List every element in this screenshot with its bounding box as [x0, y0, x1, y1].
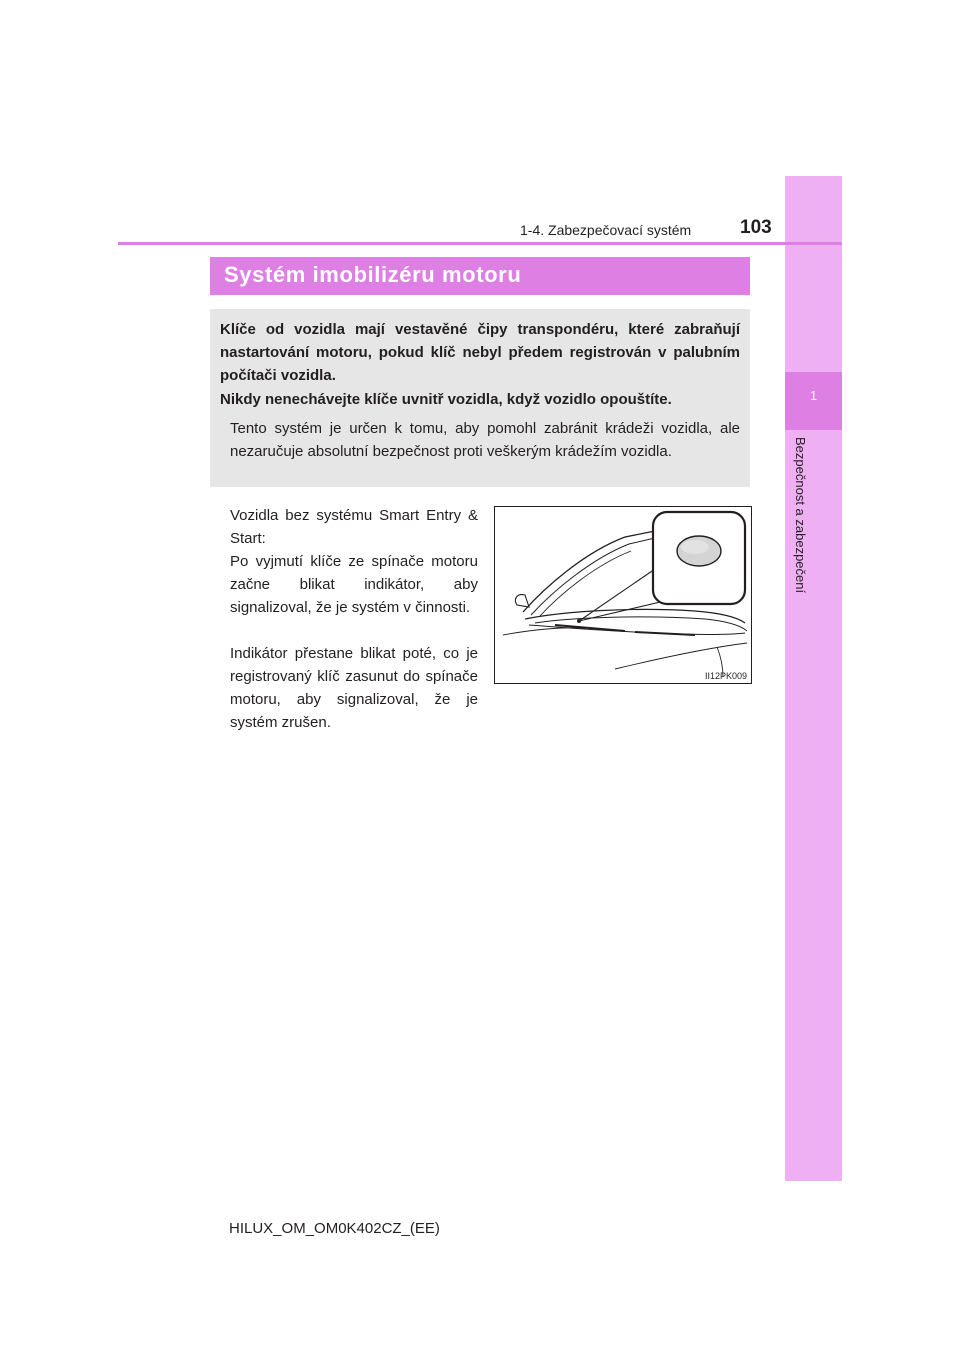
chapter-side-tab — [785, 176, 842, 1181]
footer-doc-code: HILUX_OM_OM0K402CZ_(EE) — [229, 1220, 440, 1237]
dashboard-illustration — [495, 507, 751, 683]
figure-code: II12PK009 — [704, 671, 747, 681]
title-bar — [210, 257, 750, 295]
page-title: Systém imobilizéru motoru — [224, 262, 522, 287]
body-paragraph-3: Indikátor přestane blikat poté, co je registrovaný klíč zasunut do spínače motoru, aby signalizoval, že je systém zrušen. — [230, 645, 478, 731]
section-title: 1-4. Zabezpečovací systém — [520, 222, 692, 238]
body-paragraph-2: Po vyjmutí klíče ze spínače motoru začne blikat indikátor, aby signalizoval, že je systém v činnosti. — [230, 553, 478, 616]
chapter-number: 1 — [809, 388, 818, 403]
intro-paragraph-1: Klíče od vozidla mají vestavěné čipy transpondéru, které zabraňují nastartování motoru, pokud klíč nebyl předem registrován v palubním počítači vozidla. — [220, 321, 740, 384]
intro-paragraph-3: Tento systém je určen k tomu, aby pomohl zabránit krádeži vozidla, ale nezaručuje absolutní bezpečnost proti veškerým krádežím vozidla. — [230, 420, 740, 460]
intro-warning: Nikdy nenechávejte klíče uvnitř vozidla, když vozidlo opouštíte. — [220, 391, 672, 408]
body-paragraph-1: Vozidla bez systému Smart Entry & Start: — [230, 507, 478, 547]
indicator-figure — [494, 506, 752, 684]
page-number: 103 — [740, 217, 772, 238]
intro-box — [210, 309, 750, 487]
chapter-title: Bezpečnost a zabezpečení — [793, 437, 808, 594]
header-rule — [118, 242, 842, 245]
